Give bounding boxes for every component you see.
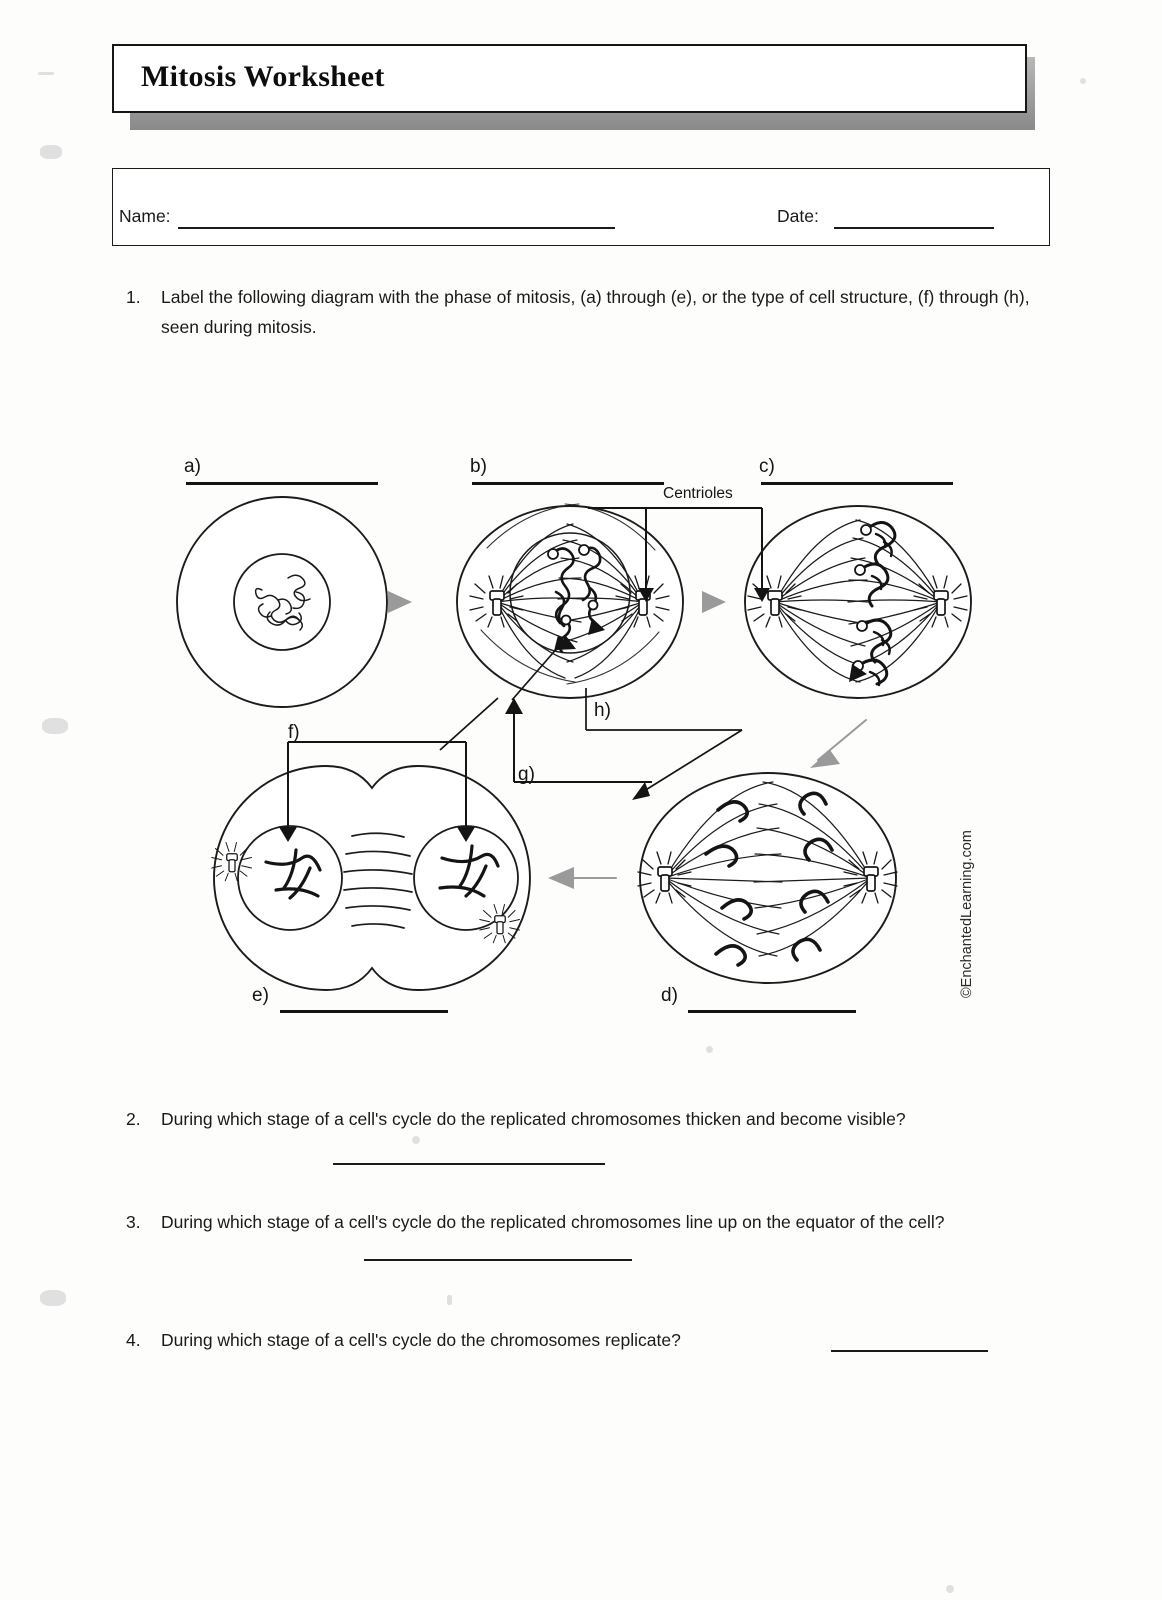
blank-label-d: d) <box>661 985 678 1006</box>
name-date-box <box>112 168 1050 246</box>
blank-label-e: e) <box>252 985 269 1006</box>
cell-a-interphase <box>177 497 387 707</box>
blank-label-c: c) <box>759 456 775 477</box>
name-label: Name: <box>119 206 171 226</box>
scan-artifact <box>1080 78 1086 84</box>
blank-label-b: b) <box>470 456 487 477</box>
scan-artifact <box>946 1585 954 1593</box>
copyright-notice <box>946 770 975 1000</box>
question-4-answer-line[interactable] <box>831 1350 988 1352</box>
scan-artifact <box>42 718 68 734</box>
centrioles-annotation-label: Centrioles <box>663 485 733 502</box>
blank-line-a[interactable] <box>186 482 378 485</box>
blank-line-c[interactable] <box>761 482 953 485</box>
name-input-line[interactable] <box>178 227 615 229</box>
flow-arrow-c-to-d <box>810 720 866 768</box>
blank-line-d[interactable] <box>688 1010 856 1013</box>
question-1-text: Label the following diagram with the phase of mitosis, (a) through (e), or the type of cell structure, (f) through (h), seen during mitosis. <box>161 287 1030 337</box>
scan-artifact <box>40 1290 66 1306</box>
flow-arrow-a-to-b <box>388 591 412 613</box>
scan-artifact <box>706 1046 713 1053</box>
cell-b-prophase <box>457 504 683 698</box>
cell-e-telophase <box>212 766 530 990</box>
flow-arrow-b-to-c <box>702 591 726 613</box>
cell-c-metaphase <box>745 506 971 698</box>
blank-label-a: a) <box>184 456 201 477</box>
scan-artifact <box>38 72 54 75</box>
date-label: Date: <box>777 206 819 226</box>
question-3-answer-line[interactable] <box>364 1259 632 1261</box>
question-2-number: 2. <box>126 1109 141 1129</box>
question-3 <box>126 1207 1056 1237</box>
scan-artifact <box>447 1295 452 1305</box>
scan-artifact <box>40 145 62 159</box>
date-input-line[interactable] <box>834 227 994 229</box>
question-4-text: During which stage of a cell's cycle do the chromosomes replicate? <box>161 1330 681 1350</box>
copyright-text: ©EnchantedLearning.com <box>959 830 975 998</box>
question-2-text: During which stage of a cell's cycle do the replicated chromosomes thicken and become visible? <box>161 1109 906 1129</box>
cell-d-anaphase <box>638 773 897 983</box>
page-title: Mitosis Worksheet <box>141 60 385 93</box>
question-1 <box>126 282 1056 342</box>
blank-line-e[interactable] <box>280 1010 448 1013</box>
leader-h3 <box>440 698 498 750</box>
question-3-number: 3. <box>126 1212 141 1232</box>
question-2 <box>126 1097 1056 1141</box>
question-1-number: 1. <box>126 287 141 307</box>
blank-label-f: f) <box>288 722 300 743</box>
blank-label-g: g) <box>518 764 535 785</box>
question-2-answer-line[interactable] <box>333 1163 605 1165</box>
blank-label-h: h) <box>594 700 611 721</box>
flow-arrow-d-to-e <box>548 867 616 889</box>
question-3-text: During which stage of a cell's cycle do the replicated chromosomes line up on the equator of the cell? <box>161 1212 945 1232</box>
question-4-number: 4. <box>126 1330 141 1350</box>
scan-artifact <box>412 1136 420 1144</box>
mitosis-diagram <box>0 430 1162 1030</box>
leader-g-arrowhead <box>505 698 523 714</box>
blank-line-b[interactable] <box>472 482 664 485</box>
